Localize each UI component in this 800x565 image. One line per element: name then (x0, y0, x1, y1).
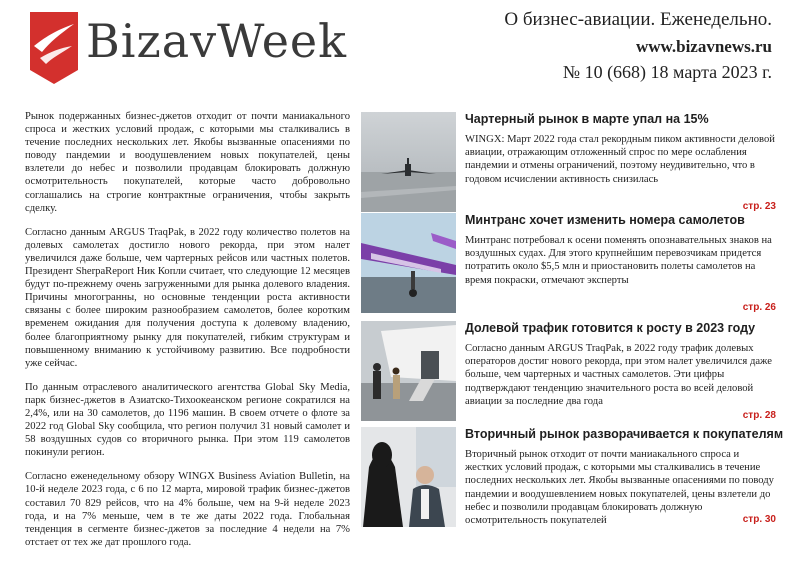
lead-paragraph: Рынок подержанных бизнес-джетов отходит от почти маниакального спроса и жестких условий продаж, с которыми мы сталкивались в течение последних нескольких лет. Якобы вызванные опасениями по поводу пандемии и воодушевлением новых покупателей, цены взлетели до небес и позволили продавцам блокировать должную осмотрительность покупателей, которые часто добровольно соглашались на строгие контрактные ограничения, чтобы закрыть сделку. (25, 111, 350, 214)
story-summary: Вторичный рынок отходит от почти маниакального спроса и жестких условий продаж, с которыми мы сталкивались в течение последних нескольких лет. Якобы вызванные опасениями по поводу пандемии и воодушевлением новых покупателей, цены взлетели до небес и позволили продавцам блокировать должную осмотрительность покупателей (465, 449, 774, 527)
story-charter-market[interactable] (361, 112, 776, 220)
story-title[interactable]: Долевой трафик готовится к росту в 2023 году (465, 321, 756, 335)
story-title[interactable]: Минтранс хочет изменить номера самолетов (465, 213, 745, 227)
brand-title: BizavWeek (86, 14, 348, 68)
people-at-aircraft-show-image (361, 427, 456, 527)
page-link[interactable]: стр. 30 (742, 514, 776, 525)
purple-aircraft-wing-image (361, 213, 456, 313)
page-link[interactable]: стр. 23 (742, 201, 776, 212)
lead-column (25, 110, 350, 560)
lead-paragraph: По данным отраслевого аналитического агентства Global Sky Media, парк бизнес-джетов в Азиатско-Тихоокеанском регионе сократился на 2,4%, или на 30 самолетов, до 1196 машин. В своем отчете о флоте за 2022 год Global Sky сообщила, что регион получил 31 новый самолет и 58 воздушных судов со вторичного рынка. При этом 119 самолетов покинули регион. (25, 381, 350, 459)
bizavweek-logo-icon[interactable] (30, 12, 78, 84)
story-aircraft-registration[interactable] (361, 213, 776, 321)
lead-paragraph: Согласно еженедельному обзору WINGX Business Aviation Bulletin, на 10-й неделе 2023 года, с 6 по 12 марта, мировой трафик бизнес-джетов составил 70 829 рейсов, что на 4% больше, чем на 9-й неделе 2023 года, и на 7% меньше, чем в те же даты 2022 года. Глобальная тенденция в сегменте бизнес-джетов за последние 4 недели на 7% отстает от тех же дат прошлого года. (25, 471, 350, 548)
tagline: О бизнес-авиации. Еженедельно. (504, 9, 772, 30)
story-secondary-market[interactable] (361, 427, 784, 527)
story-title[interactable]: Чартерный рынок в марте упал на 15% (465, 112, 709, 126)
site-link[interactable]: www.bizavnews.ru (635, 36, 772, 56)
passengers-boarding-jet-image (361, 321, 456, 421)
jet-on-runway-fog-image (361, 112, 456, 212)
story-summary: WINGX: Март 2022 года стал рекордным пиком активности деловой авиации, отражающим отложенный спрос по мере ослабления пандемии и отмены ограничений, поэтому неудивительно, что в годовом исчислении активность снизилась (465, 134, 775, 185)
masthead-info (504, 8, 772, 84)
page-link[interactable]: стр. 28 (742, 410, 776, 421)
story-title[interactable]: Вторичный рынок разворачивается к покупателям (465, 427, 784, 441)
issue-number: № 10 (668) 18 марта 2023 г. (562, 62, 772, 82)
story-summary: Минтранс потребовал к осени поменять опознавательных знаков на воздушных судах. Для этого крупнейшим перевозчикам придется потратить около $5,5 млн и приостановить полеты самолетов на время покраски, отмечают эксперты (465, 235, 772, 286)
story-fractional-traffic[interactable] (361, 321, 776, 429)
lead-paragraph: Согласно данным ARGUS TraqPak, в 2022 году количество полетов на долевых самолетах достигло нового рекорда, при этом налет увеличился даже больше, чем чартерных рейсов или частных полетов. Президент SherpaReport Ник Копли считает, что следующие 12 месяцев будут по-прежнему очень загруженными для рынка долевого владения. Причины многогранны, но основные тенденции роста активности связаны с более широким разнообразием самолетов, более коротким временем ожидания для получения доступа к долевому владению, более благоприятному рынку для покупателей, гибким структурам и повышенному вниманию к устойчивому развитию. Все подробности уже сейчас. (25, 226, 350, 369)
story-summary: Согласно данным ARGUS TraqPak, в 2022 году трафик долевых операторов достиг нового рекорда, при этом налет увеличился даже больше, чем чартерных и частных самолетов. Эти цифры подтверждают тенденцию значительного роста во всей деловой авиации за последние два года (465, 343, 772, 407)
page-link[interactable]: стр. 26 (742, 302, 776, 313)
